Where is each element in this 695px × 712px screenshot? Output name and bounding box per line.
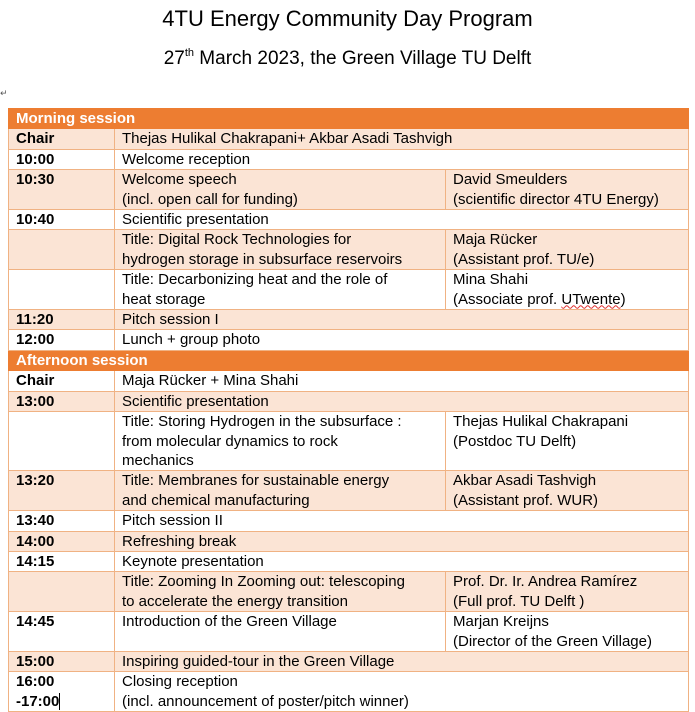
- morning-session-header-row: [9, 109, 689, 129]
- speaker-cell: [446, 270, 689, 310]
- table-row: [9, 391, 689, 411]
- time-cell: [9, 412, 115, 471]
- time-cell: 12:00: [9, 330, 115, 350]
- table-row: [9, 612, 689, 652]
- speaker-cell: [446, 612, 689, 652]
- time-end[interactable]: [16, 692, 107, 711]
- event-line: Closing reception: [122, 673, 238, 691]
- document-date-location: [0, 46, 695, 72]
- event-line: to accelerate the energy transition: [122, 592, 348, 610]
- event-cell: [115, 471, 446, 511]
- time-cell: 13:20: [9, 471, 115, 511]
- speaker-name: Marjan Kreijns: [453, 613, 549, 631]
- time-cell: [9, 230, 115, 270]
- table-row: [9, 531, 689, 551]
- time-cell: 11:20: [9, 310, 115, 330]
- time-end-text: -17:00: [16, 692, 60, 710]
- time-start: 16:00: [16, 673, 55, 691]
- speaker-affiliation: (Associate prof. UTwente): [453, 290, 626, 308]
- event-cell: Maja Rücker + Mina Shahi: [115, 371, 689, 391]
- event-cell: Thejas Hulikal Chakrapani+ Akbar Asadi Tashvigh: [115, 129, 689, 149]
- table-row: [9, 572, 689, 612]
- event-cell: Lunch + group photo: [115, 330, 689, 350]
- speaker-name: David Smeulders: [453, 171, 568, 189]
- event-line: Title: Decarbonizing heat and the role of: [122, 271, 388, 289]
- time-cell: [9, 572, 115, 612]
- time-cell: 13:00: [9, 391, 115, 411]
- date-suffix: th: [184, 47, 195, 59]
- paragraph-mark-icon: ↵: [0, 88, 8, 98]
- time-cell: 10:30: [9, 170, 115, 210]
- table-row: [9, 310, 689, 330]
- speaker-affiliation: (Assistant prof. TU/e): [453, 250, 595, 268]
- event-cell: Pitch session II: [115, 511, 689, 531]
- table-row: [9, 651, 689, 671]
- event-line: Title: Zooming In Zooming out: telescoping: [122, 573, 405, 591]
- table-row: [9, 511, 689, 531]
- table-row: [9, 330, 689, 350]
- event-line: (incl. announcement of poster/pitch winner): [122, 692, 409, 710]
- event-cell: Scientific presentation: [115, 391, 689, 411]
- event-cell: Welcome reception: [115, 149, 689, 169]
- event-cell: [115, 412, 446, 471]
- event-line: Title: Storing Hydrogen in the subsurface :: [122, 413, 402, 431]
- speaker-cell: [446, 572, 689, 612]
- table-row: [9, 471, 689, 511]
- speaker-cell: [446, 412, 689, 471]
- event-cell: Keynote presentation: [115, 551, 689, 571]
- program-table: [8, 108, 689, 712]
- speaker-affiliation: (Full prof. TU Delft ): [453, 592, 585, 610]
- speaker-name: Akbar Asadi Tashvigh: [453, 472, 597, 490]
- speaker-name: Prof. Dr. Ir. Andrea Ramírez: [453, 573, 638, 591]
- time-cell: 14:15: [9, 551, 115, 571]
- event-line: Welcome speech: [122, 171, 237, 189]
- morning-session-header: Morning session: [9, 109, 689, 129]
- time-cell: 13:40: [9, 511, 115, 531]
- afternoon-session-header-row: [9, 350, 689, 370]
- event-cell: [115, 672, 689, 712]
- speaker-affiliation: (Director of the Green Village): [453, 632, 652, 650]
- table-row: [9, 170, 689, 210]
- event-cell: [115, 572, 446, 612]
- speaker-affiliation: (Postdoc TU Delft): [453, 432, 577, 450]
- event-line: heat storage: [122, 290, 206, 308]
- speaker-name: Thejas Hulikal Chakrapani: [453, 413, 629, 431]
- event-cell: Refreshing break: [115, 531, 689, 551]
- table-row: [9, 129, 689, 149]
- speaker-cell: [446, 170, 689, 210]
- event-cell: [115, 170, 446, 210]
- time-cell: Chair: [9, 129, 115, 149]
- event-line: Title: Membranes for sustainable energy: [122, 472, 390, 490]
- event-line: Title: Digital Rock Technologies for: [122, 231, 352, 249]
- speaker-cell: [446, 471, 689, 511]
- afternoon-session-header: Afternoon session: [9, 350, 689, 370]
- speaker-affiliation: (scientific director 4TU Energy): [453, 190, 659, 208]
- time-cell: 10:00: [9, 149, 115, 169]
- event-line: (incl. open call for funding): [122, 190, 298, 208]
- table-row: [9, 412, 689, 471]
- time-cell: 14:45: [9, 612, 115, 652]
- table-row: [9, 149, 689, 169]
- time-cell: 14:00: [9, 531, 115, 551]
- date-day: 27: [163, 48, 185, 69]
- time-cell: [9, 672, 115, 712]
- table-row: [9, 371, 689, 391]
- event-line: and chemical manufacturing: [122, 491, 310, 509]
- speaker-name: Maja Rücker: [453, 231, 538, 249]
- table-row: [9, 270, 689, 310]
- table-row: [9, 672, 689, 712]
- spellcheck-underline: UTwente: [561, 290, 621, 308]
- table-row: [9, 551, 689, 571]
- event-line: Introduction of the Green Village: [122, 613, 337, 631]
- event-cell: Scientific presentation: [115, 210, 689, 230]
- event-cell: [115, 612, 446, 652]
- event-line: hydrogen storage in subsurface reservoirs: [122, 250, 403, 268]
- event-cell: Inspiring guided-tour in the Green Village: [115, 651, 689, 671]
- time-cell: Chair: [9, 371, 115, 391]
- speaker-name: Mina Shahi: [453, 271, 529, 289]
- date-location-text: March 2023, the Green Village TU Delft: [194, 48, 532, 69]
- document-title: 4TU Energy Community Day Program: [162, 6, 533, 31]
- time-cell: 10:40: [9, 210, 115, 230]
- table-row: [9, 210, 689, 230]
- time-cell: [9, 270, 115, 310]
- event-cell: [115, 230, 446, 270]
- time-cell: 15:00: [9, 651, 115, 671]
- speaker-affiliation: (Assistant prof. WUR): [453, 491, 599, 509]
- event-line: mechanics: [122, 451, 194, 469]
- table-row: [9, 230, 689, 270]
- event-line: from molecular dynamics to rock: [122, 432, 338, 450]
- event-cell: [115, 270, 446, 310]
- speaker-cell: [446, 230, 689, 270]
- event-cell: Pitch session I: [115, 310, 689, 330]
